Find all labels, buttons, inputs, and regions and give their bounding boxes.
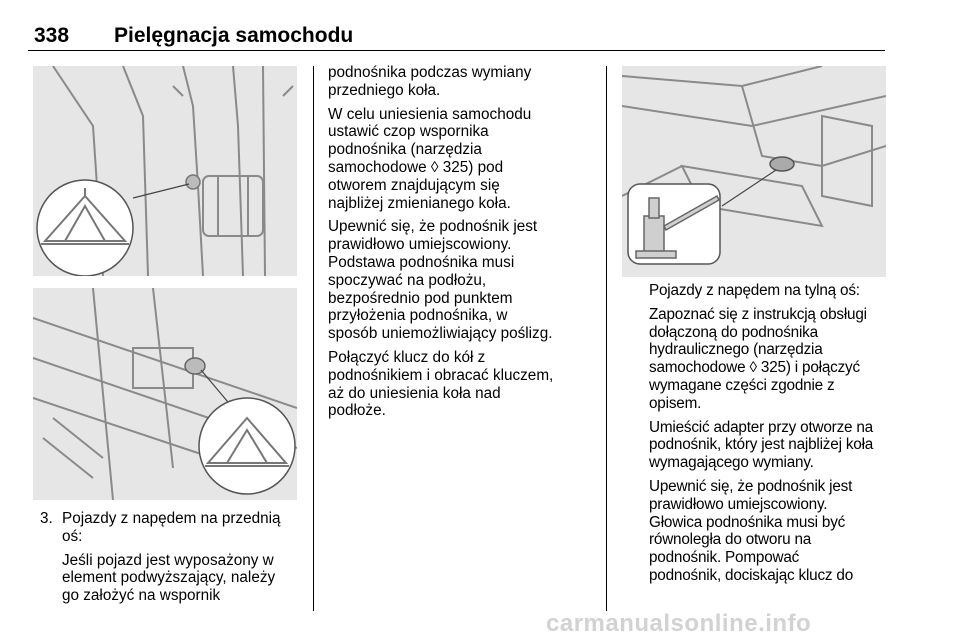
text-line: aż do uniesienia koła nad — [328, 384, 501, 402]
paragraph — [328, 218, 598, 343]
column-divider-2 — [606, 66, 607, 611]
text-line: bezpośrednio pod punktem — [328, 289, 513, 307]
jack-illustration-3 — [622, 66, 886, 277]
text-line: Głowica podnośnika musi być — [649, 513, 846, 531]
text-line: Umieścić adapter przy otworze na — [649, 418, 873, 436]
item-heading-line: Pojazdy z napędem na przednią — [62, 510, 281, 527]
jack-illustration-1 — [33, 66, 297, 276]
paragraph — [649, 478, 889, 585]
text-line: otworem znajdującym się — [328, 176, 500, 194]
text-line: samochodowe ◊ 325) pod — [328, 158, 504, 176]
text-line: W celu uniesienia samochodu — [328, 105, 532, 123]
text-line: podnośnik, dociskając klucz do — [649, 566, 854, 584]
text-line: najbliżej zmienianego koła. — [328, 194, 511, 212]
text-line: ustawić czop wspornika — [328, 123, 489, 141]
text-line: hydraulicznego (narzędzia — [649, 341, 823, 359]
item-heading-line: oś: — [62, 527, 83, 545]
item-paragraph — [40, 552, 305, 605]
paragraph — [649, 306, 889, 413]
text-line: wymagającego wymiany. — [649, 454, 814, 472]
column-3-text — [649, 282, 889, 591]
paragraph — [328, 349, 598, 420]
text-line: Jeśli pojazd jest wyposażony w — [62, 551, 274, 569]
figure-jack-point-front — [33, 66, 297, 276]
text-line: prawidłowo umiejscowiony. — [649, 495, 828, 513]
text-line: wymagane części zgodnie z — [649, 376, 835, 394]
paragraph — [328, 64, 598, 100]
column-divider-1 — [313, 66, 314, 611]
text-line: Upewnić się, że podnośnik jest — [649, 477, 853, 495]
text-line: podnośnikiem i obracać kluczem, — [328, 366, 554, 384]
text-line: Pojazdy z napędem na tylną oś: — [649, 282, 860, 299]
figure-hydraulic-jack-rear — [622, 66, 886, 277]
text-line: samochodowe ◊ 325) i połączyć — [649, 359, 860, 377]
numbered-item-3 — [40, 510, 305, 546]
text-line: spoczywać na podłożu, — [328, 271, 487, 289]
text-line: równoległa do otworu na — [649, 531, 812, 549]
text-line: przyłożenia podnośnika, w — [328, 307, 508, 325]
text-line: podnośnika (narzędzia — [328, 141, 482, 159]
text-line: Podstawa podnośnika musi — [328, 253, 515, 271]
text-line: sposób uniemożliwiający poślizg. — [328, 325, 553, 343]
text-line: podłoże. — [328, 402, 386, 420]
page-header — [28, 22, 885, 51]
jack-illustration-2 — [33, 288, 297, 500]
text-line: przedniego koła. — [328, 81, 441, 99]
text-line: dołączoną do podnośnika — [649, 323, 818, 341]
item-number: 3. — [40, 510, 53, 527]
text-line: podnośnik. Pompować — [649, 549, 800, 567]
text-line: Zapoznać się z instrukcją obsługi — [649, 305, 867, 323]
column-2-text — [328, 64, 598, 426]
watermark: carmanualsonline.info — [546, 610, 812, 637]
text-line: opisem. — [649, 394, 702, 412]
text-line: Upewnić się, że podnośnik jest — [328, 218, 538, 236]
text-line: Połączyć klucz do kół z — [328, 348, 486, 366]
text-line: podnośnika podczas wymiany — [328, 64, 532, 81]
paragraph-heading — [649, 282, 889, 300]
text-line: podnośnik, który jest najbliżej koła — [649, 436, 874, 454]
page-number: 338 — [34, 24, 70, 47]
figure-jack-point-side — [33, 288, 297, 500]
page-title: Pielęgnacja samochodu — [114, 24, 354, 47]
text-line: go założyć na wspornik — [62, 587, 221, 605]
paragraph — [328, 106, 598, 213]
column-1-text — [40, 510, 305, 611]
text-line: element podwyższający, należy — [62, 569, 276, 587]
paragraph — [649, 419, 889, 472]
text-line: prawidłowo umiejscowiony. — [328, 236, 512, 254]
